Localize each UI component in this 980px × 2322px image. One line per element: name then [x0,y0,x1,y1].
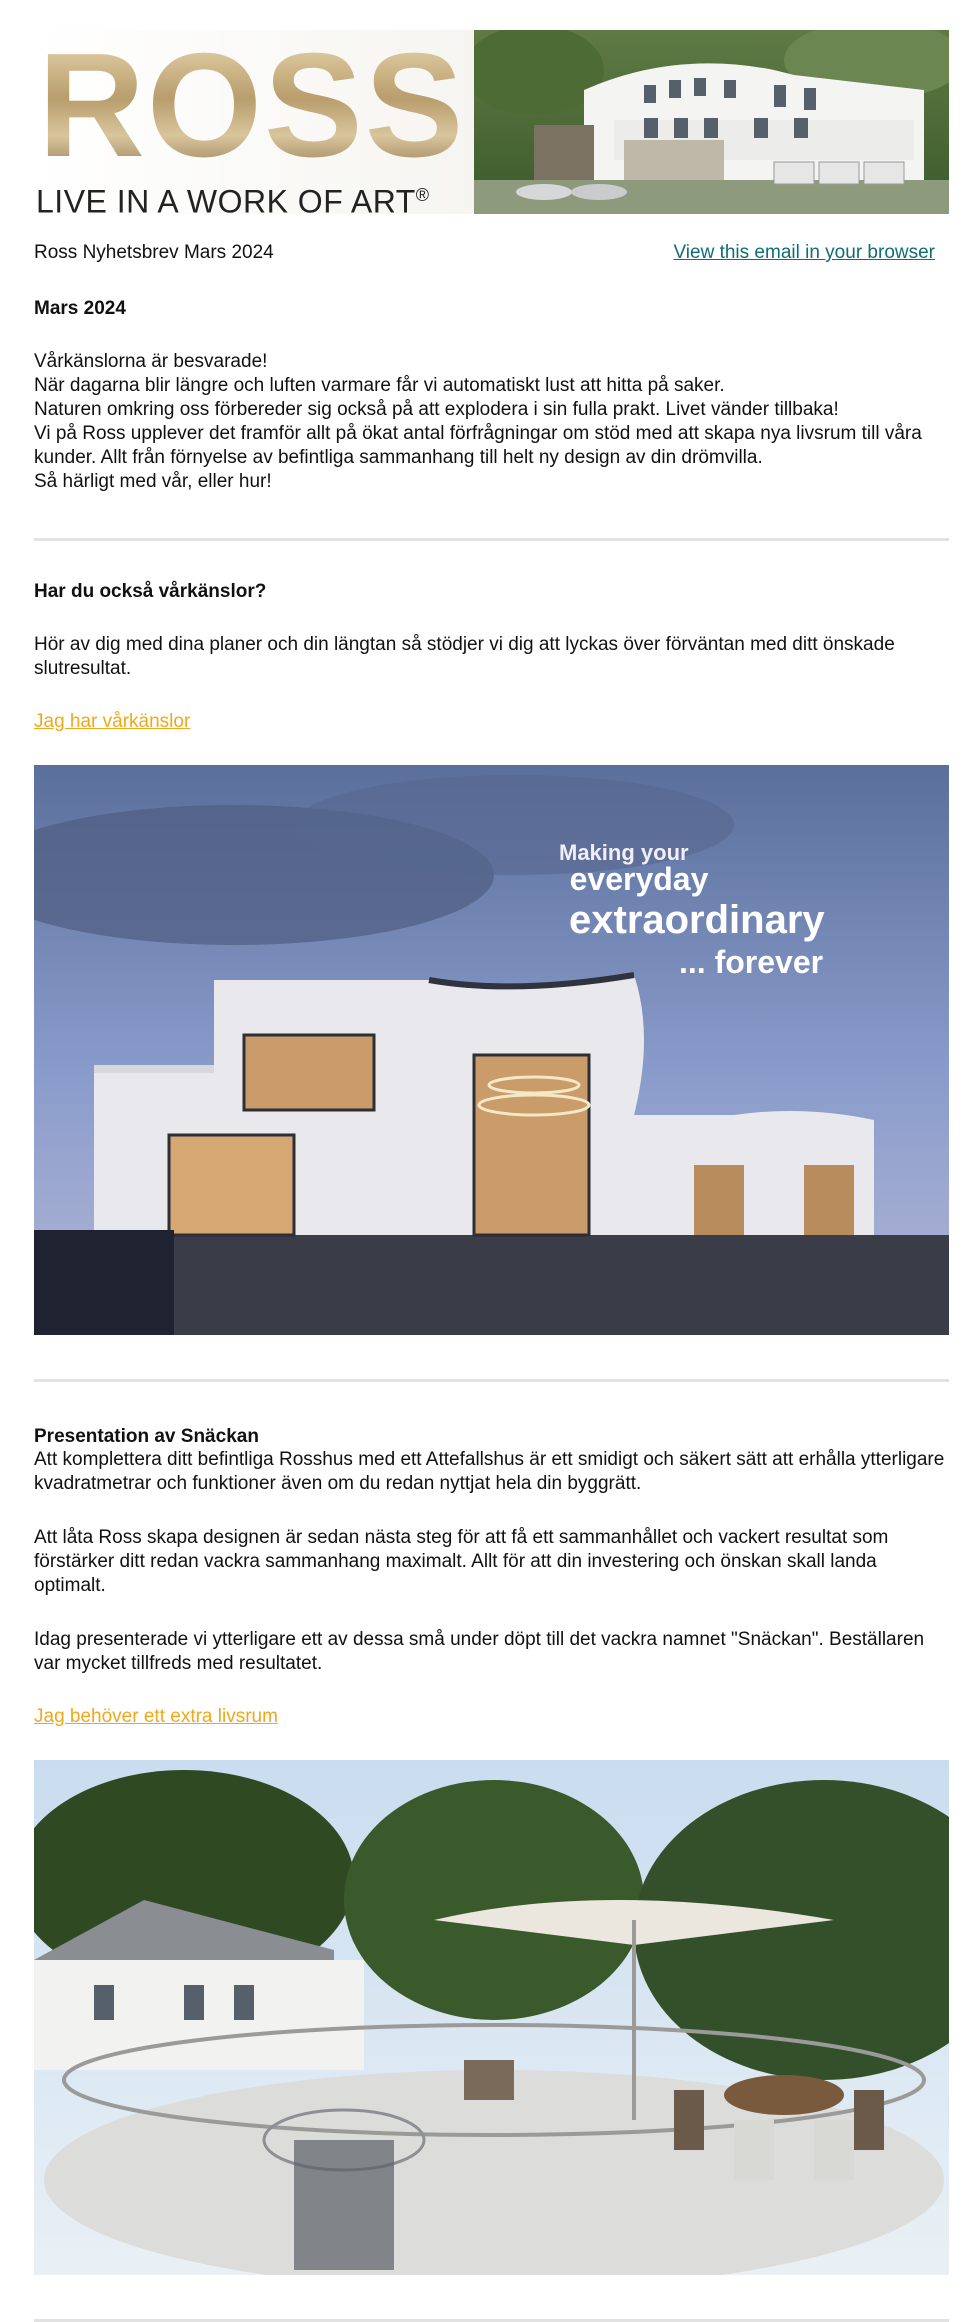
overlay-line: ... forever [679,944,824,980]
intro-text [34,350,949,494]
header-banner [34,30,949,214]
intro-line: Naturen omkring oss förbereder sig också på att explodera i sin fulla prakt. Livet vänder tillbaka! [34,399,839,420]
tagline: LIVE IN A WORK OF ART® [36,183,430,214]
section2-paragraph: Att låta Ross skapa designen är sedan nästa steg för att få ett sammanhållet och vackert resultat som förstärker ditt redan vackra sammanhang maximalt. Allt för att din investering och önskan skall landa optimalt. [34,1527,889,1596]
intro-line: När dagarna blir längre och luften varmare får vi automatiskt lust att hitta på saker. [34,375,725,396]
section2-heading: Presentation av Snäckan [34,1426,259,1447]
intro-line: Vi på Ross upplever det framför allt på ökat antal förfrågningar om stöd med att skapa nya livsrum till våra kunder. Allt från förnyelse av befintliga sammanhang till helt ny design av din drömvilla. [34,423,922,468]
extra-living-space-link[interactable]: Jag behöver ett extra livsrum [34,1706,278,1727]
overlay-line: extraordinary [569,898,825,942]
section2-paragraph: Att komplettera ditt befintliga Rosshus med ett Attefallshus är ett smidigt och säkert sätt att erhålla ytterligare kvadratmetrar och funktioner även om du redan nyttjat hela din byggrätt. [34,1449,945,1494]
villa-photo [474,30,949,214]
newsletter-title: Ross Nyhetsbrev Mars 2024 [34,242,274,263]
section1-heading: Har du också vårkänslor? [34,581,267,602]
top-row [34,242,949,264]
intro-heading: Mars 2024 [34,298,126,319]
spring-feelings-link[interactable]: Jag har vårkänslor [34,711,191,732]
overlay-line: Making your [559,840,689,865]
divider [34,538,949,541]
snackan-terrace-photo[interactable] [34,1760,949,2275]
section1-body: Hör av dig med dina planer och din längtan så stödjer vi dig att lyckas över förväntan med ditt önskade slutresultat. [34,634,895,679]
intro-line: Vårkänslorna är besvarade! [34,351,268,372]
section2-paragraph: Idag presenterade vi ytterligare ett av dessa små under döpt till det vackra namnet "Snäckan". Beställaren var mycket tillfreds med resultatet. [34,1629,925,1674]
email-container [34,30,949,2322]
divider [34,1379,949,1382]
view-in-browser-link[interactable]: View this email in your browser [673,242,935,263]
villa-dusk-photo[interactable] [34,765,949,1335]
overlay-line: everyday [569,861,709,897]
intro-line: Så härligt med vår, eller hur! [34,471,272,492]
ross-logo: ROSS [38,30,466,188]
